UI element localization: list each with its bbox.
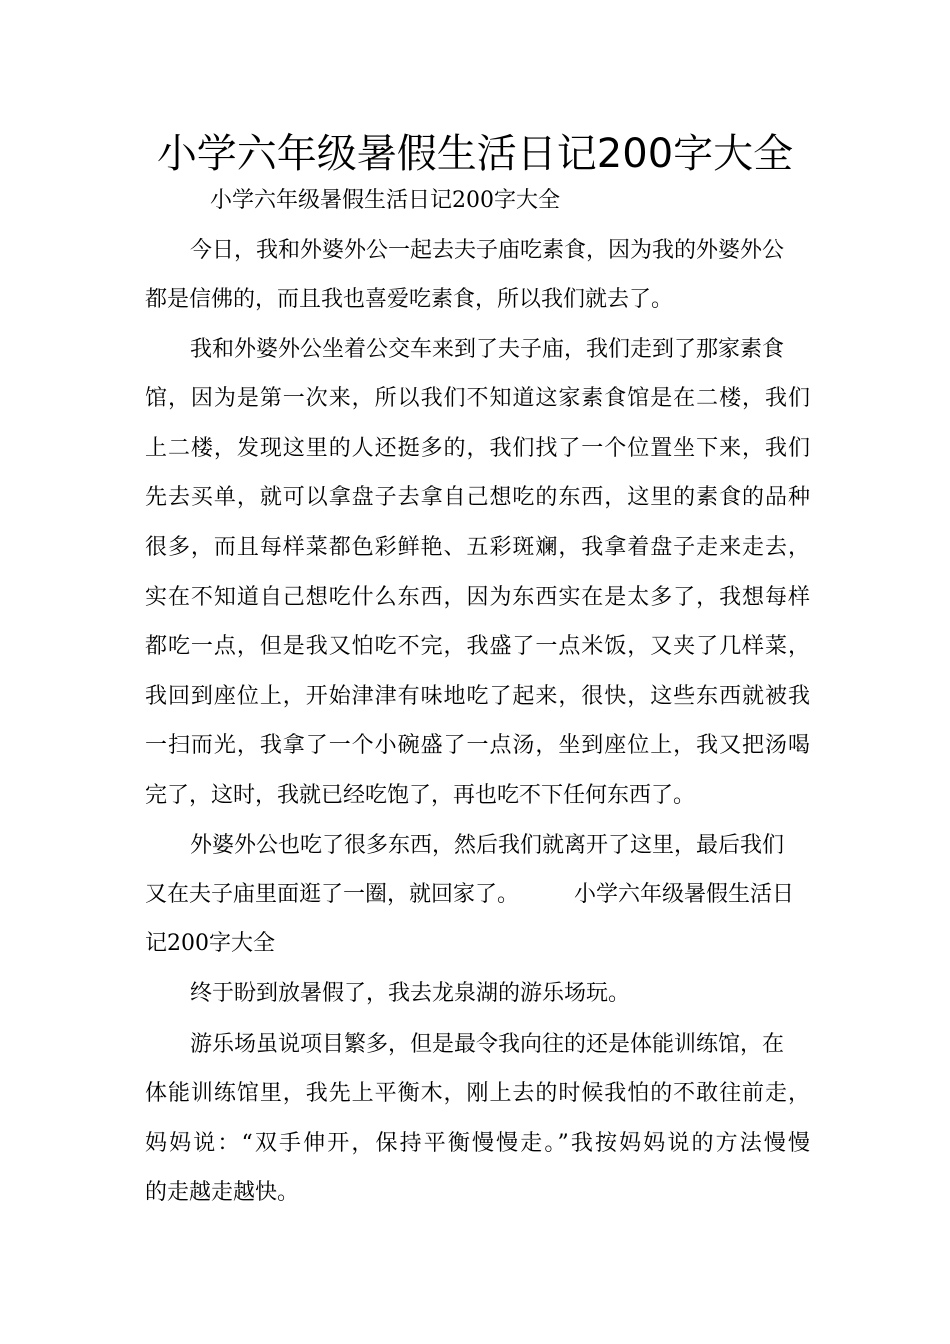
paragraph-3-line-2: 又在夫子庙里面逛了一圈，就回家了。 小学六年级暑假生活日 [145, 882, 795, 907]
paragraph-2-line-6: 实在不知道自己想吃什么东西，因为东西实在是太多了，我想每样 [145, 585, 810, 610]
paragraph-2-line-10: 完了，这时，我就已经吃饱了，再也吃不下任何东西了。 [145, 783, 696, 808]
paragraph-5-line-4: 的走越走越快。 [145, 1180, 300, 1205]
document-subtitle: 小学六年级暑假生活日记200字大全 [210, 188, 560, 213]
paragraph-2-line-3: 上二楼，发现这里的人还挺多的，我们找了一个位置坐下来，我们 [145, 436, 810, 461]
paragraph-4-line-1: 终于盼到放暑假了，我去龙泉湖的游乐场玩。 [190, 981, 631, 1006]
paragraph-2-line-4: 先去买单，就可以拿盘子去拿自己想吃的东西，这里的素食的品种 [145, 485, 810, 510]
paragraph-1-line-1: 今日，我和外婆外公一起去夫子庙吃素食，因为我的外婆外公 [190, 238, 785, 263]
paragraph-3-line-1: 外婆外公也吃了很多东西，然后我们就离开了这里，最后我们 [190, 833, 785, 858]
paragraph-3-line-3: 记200字大全 [145, 931, 275, 956]
paragraph-1-line-2: 都是信佛的，而且我也喜爱吃素食，所以我们就去了。 [145, 287, 674, 312]
paragraph-5-line-2: 体能训练馆里，我先上平衡木，刚上去的时候我怕的不敢往前走， [145, 1081, 810, 1106]
paragraph-5-line-3: 妈妈说：“双手伸开，保持平衡慢慢走。”我按妈妈说的方法慢慢 [145, 1131, 810, 1156]
paragraph-2-line-9: 一扫而光，我拿了一个小碗盛了一点汤，坐到座位上，我又把汤喝 [145, 733, 810, 758]
paragraph-2-line-2: 馆，因为是第一次来，所以我们不知道这家素食馆是在二楼，我们 [145, 386, 810, 411]
paragraph-2-line-5: 很多，而且每样菜都色彩鲜艳、五彩斑斓，我拿着盘子走来走去， [145, 535, 810, 560]
paragraph-5-line-1: 游乐场虽说项目繁多，但是最令我向往的还是体能训练馆，在 [190, 1032, 785, 1057]
document-title: 小学六年级暑假生活日记200字大全 [156, 131, 794, 177]
paragraph-2-line-7: 都吃一点，但是我又怕吃不完，我盛了一点米饭，又夹了几样菜， [145, 634, 810, 659]
paragraph-2-line-8: 我回到座位上，开始津津有味地吃了起来，很快，这些东西就被我 [145, 684, 810, 709]
paragraph-2-line-1: 我和外婆外公坐着公交车来到了夫子庙，我们走到了那家素食 [190, 337, 785, 362]
